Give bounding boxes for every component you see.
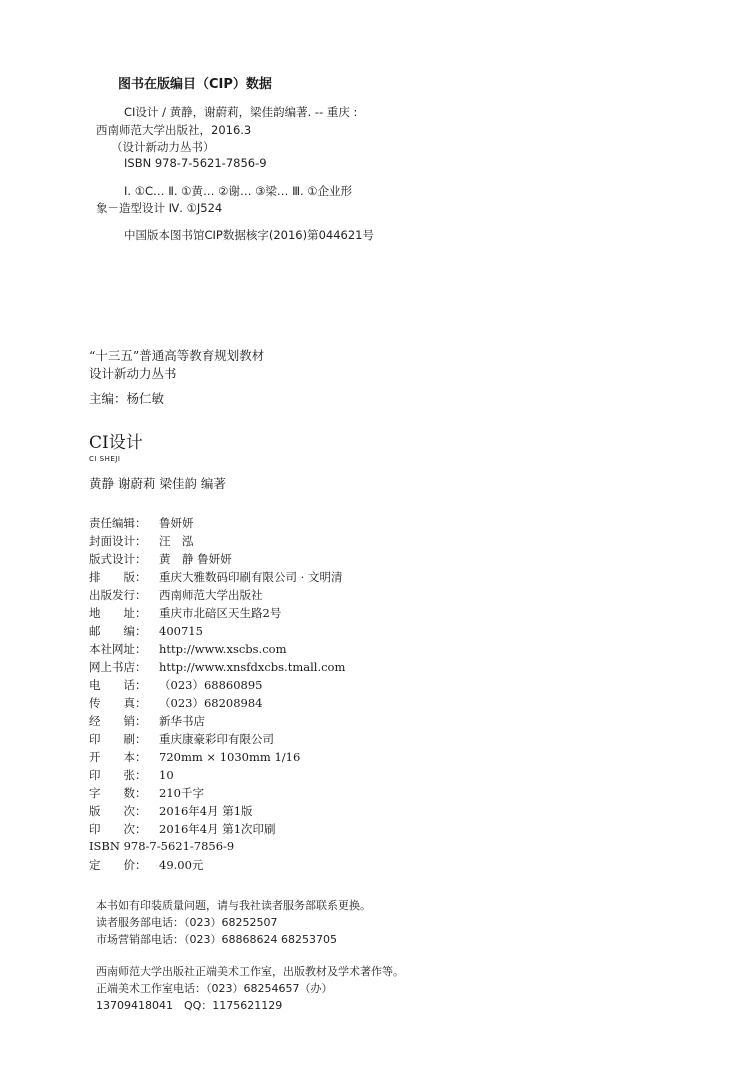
info-row-price (89, 857, 203, 873)
info-row-cover-design (89, 533, 194, 549)
cip-line-3: （设计新动力丛书） (111, 140, 215, 154)
info-row-fax (89, 695, 262, 711)
info-label: 电 话： (89, 678, 147, 692)
info-value: 720mm × 1030mm 1/16 (159, 750, 301, 764)
info-row-printer (89, 731, 274, 747)
info-row-typesetting (89, 569, 342, 585)
cip-line-2: 西南师范大学出版社，2016.3 (96, 123, 252, 137)
info-value: 2016年4月 第1版 (159, 804, 253, 818)
info-label: 印 张： (89, 768, 147, 782)
info-row-edition (89, 803, 253, 819)
info-value: http://www.xnsfdxcbs.tmall.com (159, 660, 346, 674)
info-value: 重庆大雅数码印刷有限公司 · 文明清 (159, 570, 343, 584)
cip-line-4: ISBN 978-7-5621-7856-9 (124, 156, 267, 170)
footer-line-5: 正端美术工作室电话：（023）68254657（办） (96, 982, 333, 995)
info-value: （023）68208984 (159, 696, 263, 710)
info-label: 版式设计： (89, 552, 147, 566)
cip-line-6: 象－造型设计 Ⅳ. ①J524 (96, 201, 223, 215)
info-label: 开 本： (89, 750, 147, 764)
footer-line-2: 读者服务部电话：（023）68252507 (96, 916, 278, 929)
footer-line-1: 本书如有印装质量问题，请与我社读者服务部联系更换。 (96, 899, 371, 912)
info-value: 210千字 (159, 786, 204, 800)
footer-line-3: 市场营销部电话：（023）68868624 68253705 (96, 933, 337, 946)
series-line-1: “十三五”普通高等教育规划教材 (89, 348, 265, 363)
info-value: 400715 (159, 624, 203, 638)
cip-line-1: CI设计 / 黄静，谢蔚莉，梁佳韵编著. -- 重庆 : (124, 105, 358, 119)
info-label: 印 次： (89, 822, 147, 836)
info-row-address (89, 605, 281, 621)
cip-line-5: Ⅰ. ①C… Ⅱ. ①黄… ②谢… ③梁… Ⅲ. ①企业形 (124, 184, 353, 198)
info-value: （023）68860895 (159, 678, 263, 692)
series-editor: 主编：杨仁敏 (89, 391, 165, 406)
info-row-layout-design (89, 551, 232, 567)
info-value: 2016年4月 第1次印刷 (159, 822, 276, 836)
info-row-distributor (89, 713, 205, 729)
info-value: 新华书店 (159, 714, 205, 728)
info-label: 责任编辑： (89, 516, 147, 530)
info-label: 印 刷： (89, 732, 147, 746)
info-label: 经 销： (89, 714, 147, 728)
info-label: 定 价： (89, 858, 147, 872)
info-row-responsible-editor (89, 515, 194, 531)
info-label: 排 版： (89, 570, 147, 584)
info-row-format (89, 749, 300, 765)
info-label: 传 真： (89, 696, 147, 710)
info-row-word-count (89, 785, 204, 801)
book-title: CI设计 (89, 433, 143, 453)
info-label: 本社网址： (89, 642, 147, 656)
info-value: 汪 泓 (159, 534, 194, 548)
info-label: ISBN (89, 839, 124, 853)
series-line-2: 设计新动力丛书 (89, 366, 177, 381)
info-label: 版 次： (89, 804, 147, 818)
info-label: 封面设计： (89, 534, 147, 548)
info-label: 邮 编： (89, 624, 147, 638)
info-value: 西南师范大学出版社 (159, 588, 263, 602)
footer-line-6: 13709418041 QQ：1175621129 (96, 999, 283, 1012)
info-value: 10 (159, 768, 174, 782)
cip-title: 图书在版编目（CIP）数据 (118, 77, 272, 92)
info-value: 鲁妍妍 (159, 516, 194, 530)
info-value: 重庆康豪彩印有限公司 (159, 732, 274, 746)
info-label: 地 址： (89, 606, 147, 620)
info-row-publisher (89, 587, 263, 603)
info-value: 49.00元 (159, 858, 204, 872)
info-value: 重庆市北碚区天生路2号 (159, 606, 282, 620)
info-row-online-store (89, 659, 345, 675)
info-row-printing (89, 821, 276, 837)
info-row-website (89, 641, 286, 657)
info-label: 出版发行： (89, 588, 147, 602)
info-value: 黄 静 鲁妍妍 (159, 552, 232, 566)
info-row-isbn (89, 839, 234, 853)
info-value: http://www.xscbs.com (159, 642, 287, 656)
footer-line-4: 西南师范大学出版社正端美术工作室，出版教材及学术著作等。 (96, 965, 404, 978)
info-label: 网上书店： (89, 660, 147, 674)
book-authors: 黄静 谢蔚莉 梁佳韵 编著 (89, 476, 226, 491)
info-row-sheets (89, 767, 174, 783)
info-value: 978-7-5621-7856-9 (123, 839, 235, 853)
info-row-postcode (89, 623, 203, 639)
info-row-phone (89, 677, 262, 693)
info-label: 字 数： (89, 786, 147, 800)
book-pinyin: CI SHEJI (89, 455, 121, 463)
cip-line-7: 中国版本图书馆CIP数据核字(2016)第044621号 (124, 228, 374, 242)
